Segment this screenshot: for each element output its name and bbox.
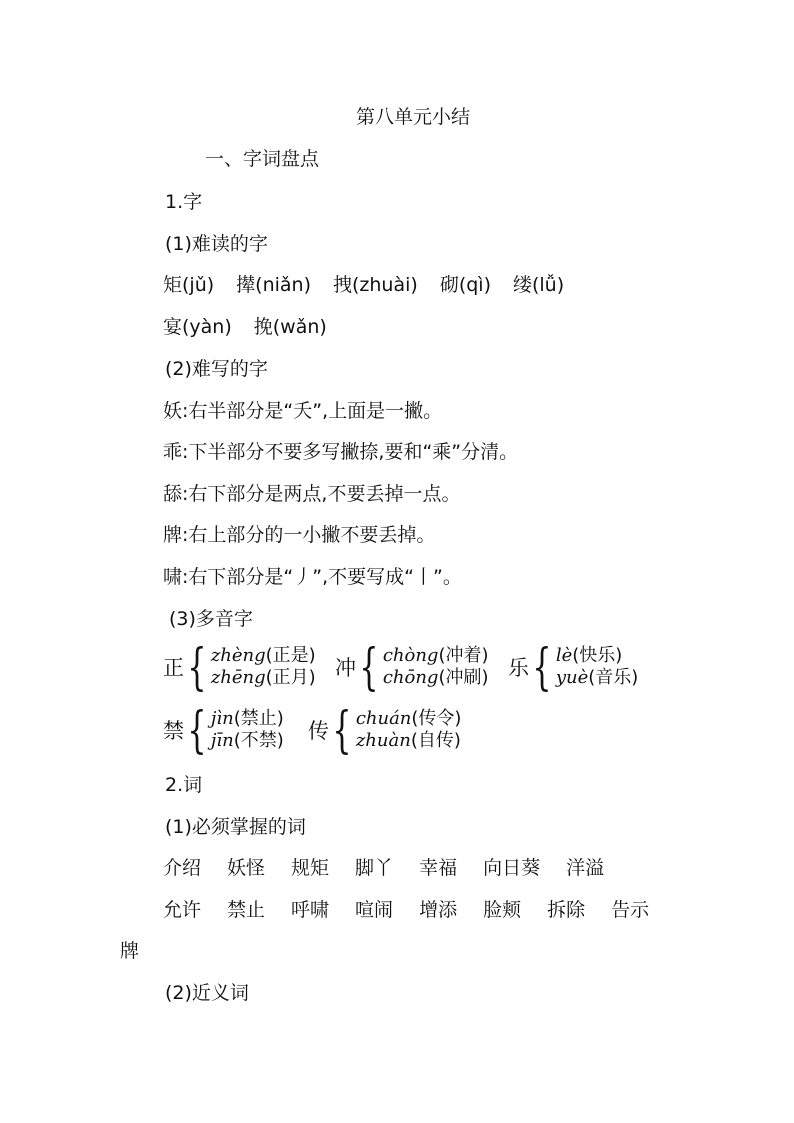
brace-icon: { xyxy=(187,638,207,696)
example-word: (正是) xyxy=(265,645,316,666)
brace-icon: { xyxy=(532,638,552,696)
polyphonic-group xyxy=(508,638,639,696)
pinyin: chōng xyxy=(382,667,439,688)
hard-write-item: 舔:右下部分是两点,不要丢掉一点。 xyxy=(163,483,461,505)
polyphonic-group xyxy=(163,638,316,696)
heading-synonyms: (2)近义词 xyxy=(165,982,249,1004)
pinyin: jìn xyxy=(210,708,234,729)
heading-hard-to-write: (2)难写的字 xyxy=(165,358,268,380)
polyphonic-char: 正 xyxy=(163,656,184,680)
pinyin: chòng xyxy=(382,645,439,666)
hard-read-item: 砌(qì) xyxy=(439,274,491,296)
word-item: 拆除 xyxy=(547,899,586,921)
hard-read-item: 撵(niǎn) xyxy=(236,274,311,296)
example-word: (冲刷) xyxy=(438,667,489,688)
heading-characters: 1.字 xyxy=(165,191,203,213)
polyphonic-char: 乐 xyxy=(508,656,529,680)
section-heading-1: 一、字词盘点 xyxy=(205,148,320,170)
example-word: (禁止) xyxy=(233,708,284,729)
example-word: (传令) xyxy=(411,708,462,729)
heading-hard-to-read: (1)难读的字 xyxy=(165,233,268,255)
hard-read-item: 挽(wǎn) xyxy=(253,316,327,338)
word-item: 介绍 xyxy=(163,857,202,879)
example-word: (音乐) xyxy=(588,667,639,688)
polyphonic-char: 传 xyxy=(308,719,329,743)
heading-words: 2.词 xyxy=(165,774,203,796)
hard-write-item: 啸:右下部分是“丿”,不要写成“丨”。 xyxy=(163,566,462,588)
pinyin: zhēng xyxy=(210,667,266,688)
word-item: 呼啸 xyxy=(291,899,330,921)
heading-polyphonic: (3)多音字 xyxy=(169,608,253,630)
word-item: 妖怪 xyxy=(227,857,266,879)
word-item: 幸福 xyxy=(419,857,458,879)
hard-read-item: 宴(yàn) xyxy=(163,316,232,338)
pinyin: zhuàn xyxy=(355,730,411,751)
hard-read-item: 缕(lǚ) xyxy=(512,274,565,296)
words-row-2 xyxy=(163,897,649,923)
example-word: (正月) xyxy=(265,667,316,688)
polyphonic-char: 冲 xyxy=(335,656,356,680)
hard-read-row-2 xyxy=(163,314,327,340)
example-word: (快乐) xyxy=(572,645,623,666)
heading-must-master: (1)必须掌握的词 xyxy=(165,816,306,838)
hard-read-item: 拽(zhuài) xyxy=(333,274,418,296)
hard-write-item: 牌:右上部分的一小撇不要丢掉。 xyxy=(163,524,436,546)
word-item: 允许 xyxy=(163,899,202,921)
hard-read-row-1 xyxy=(163,272,564,298)
polyphonic-group xyxy=(163,701,284,759)
words-row-2-wrap: 牌 xyxy=(120,940,140,962)
word-item: 告示 xyxy=(611,899,650,921)
brace-icon: { xyxy=(187,701,207,759)
pinyin: chuán xyxy=(355,708,412,729)
example-word: (不禁) xyxy=(233,730,284,751)
word-item: 脸颊 xyxy=(483,899,522,921)
example-word: (冲着) xyxy=(438,645,489,666)
polyphonic-group xyxy=(308,701,462,759)
hard-write-item: 妖:右半部分是“夭”,上面是一撇。 xyxy=(163,400,443,422)
word-item: 喧闹 xyxy=(355,899,394,921)
word-item: 洋溢 xyxy=(566,857,605,879)
word-item: 脚丫 xyxy=(355,857,394,879)
hard-write-item: 乖:下半部分不要多写撇捺,要和“乘”分清。 xyxy=(163,441,519,463)
example-word: (自传) xyxy=(410,730,461,751)
page-title: 第八单元小结 xyxy=(356,106,471,128)
pinyin: zhèng xyxy=(210,645,266,666)
word-item: 禁止 xyxy=(227,899,266,921)
pinyin: jīn xyxy=(210,730,234,751)
pinyin: lè xyxy=(555,645,573,666)
pinyin: yuè xyxy=(555,667,589,688)
polyphonic-group xyxy=(335,638,489,696)
brace-icon: { xyxy=(332,701,352,759)
word-item: 增添 xyxy=(419,899,458,921)
word-item: 规矩 xyxy=(291,857,330,879)
hard-read-item: 矩(jǔ) xyxy=(163,274,215,296)
words-row-1 xyxy=(163,855,604,881)
brace-icon: { xyxy=(359,638,379,696)
polyphonic-char: 禁 xyxy=(163,719,184,743)
word-item: 向日葵 xyxy=(483,857,541,879)
